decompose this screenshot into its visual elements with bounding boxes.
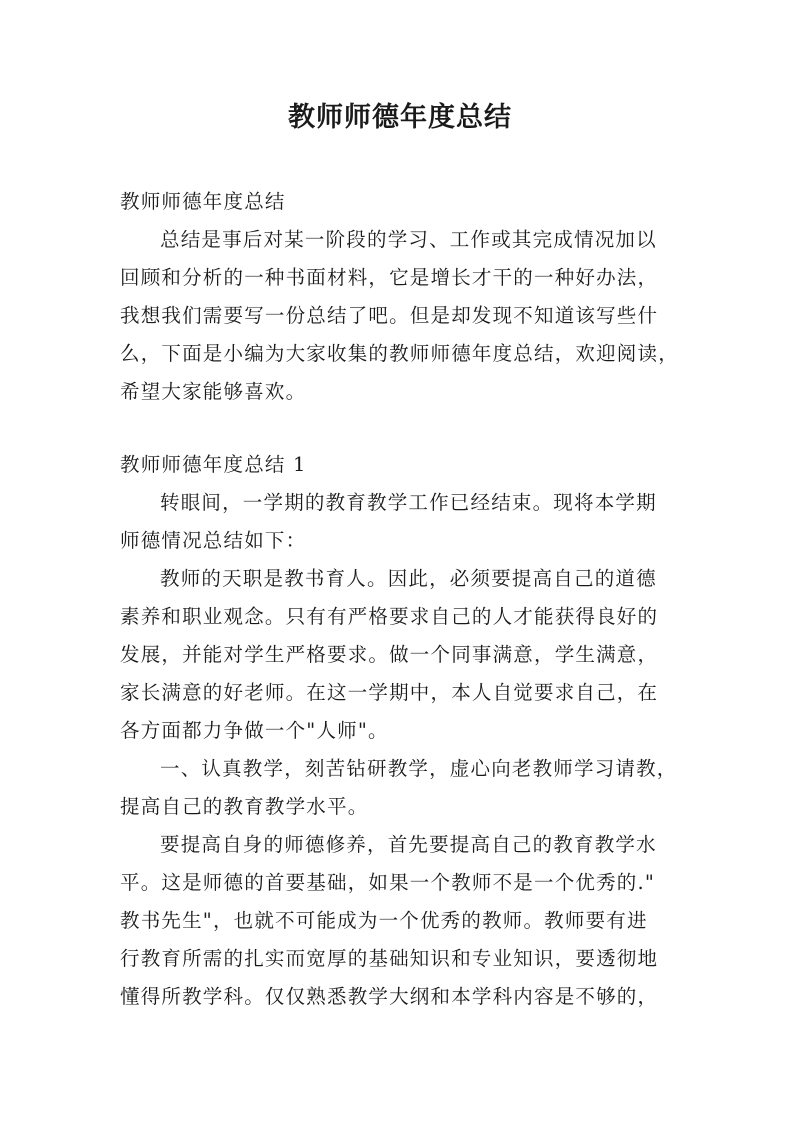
body-line: 要提高自身的师德修养，首先要提高自己的教育教学水 bbox=[160, 833, 657, 856]
body-line: 提高自己的教育教学水平。 bbox=[120, 795, 369, 818]
document-body bbox=[120, 183, 692, 1016]
body-line: 教师的天职是教书育人。因此，必须要提高自己的道德 bbox=[160, 567, 657, 590]
body-line: 平。这是师德的首要基础，如果一个教师不是一个优秀的." bbox=[120, 871, 656, 894]
body-line: 行教育所需的扎实而宽厚的基础知识和专业知识，要透彻地 bbox=[120, 947, 659, 970]
body-line: 素养和职业观念。只有有严格要求自己的人才能获得良好的 bbox=[120, 605, 659, 628]
section-heading: 教师师德年度总结 1 bbox=[120, 453, 307, 476]
body-line: 教书先生"，也就不可能成为一个优秀的教师。教师要有进 bbox=[120, 909, 648, 932]
body-line: 一、认真教学，刻苦钻研教学，虚心向老教师学习请教， bbox=[160, 757, 678, 780]
intro-line: 希望大家能够喜欢。 bbox=[120, 380, 307, 403]
paragraph-gap bbox=[120, 411, 692, 446]
intro-line: 回顾和分析的一种书面材料，它是增长才干的一种好办法， bbox=[120, 266, 659, 289]
body-line: 师德情况总结如下： bbox=[120, 529, 307, 552]
body-line: 各方面都力争做一个"人师"。 bbox=[120, 719, 389, 742]
document-subtitle: 教师师德年度总结 bbox=[120, 190, 286, 213]
intro-line: 我想我们需要写一份总结了吧。但是却发现不知道该写些什 bbox=[120, 304, 659, 327]
intro-line: 么，下面是小编为大家收集的教师师德年度总结，欢迎阅读， bbox=[120, 342, 679, 365]
body-line: 转眼间，一学期的教育教学工作已经结束。现将本学期 bbox=[160, 491, 657, 514]
intro-line: 总结是事后对某一阶段的学习、工作或其完成情况加以 bbox=[160, 228, 657, 251]
document-title: 教师师德年度总结 bbox=[288, 102, 512, 133]
body-line: 懂得所教学科。仅仅熟悉教学大纲和本学科内容是不够的， bbox=[120, 985, 659, 1008]
body-line: 发展，并能对学生严格要求。做一个同事满意，学生满意， bbox=[120, 643, 659, 666]
body-line: 家长满意的好老师。在这一学期中，本人自觉要求自己，在 bbox=[120, 681, 659, 704]
